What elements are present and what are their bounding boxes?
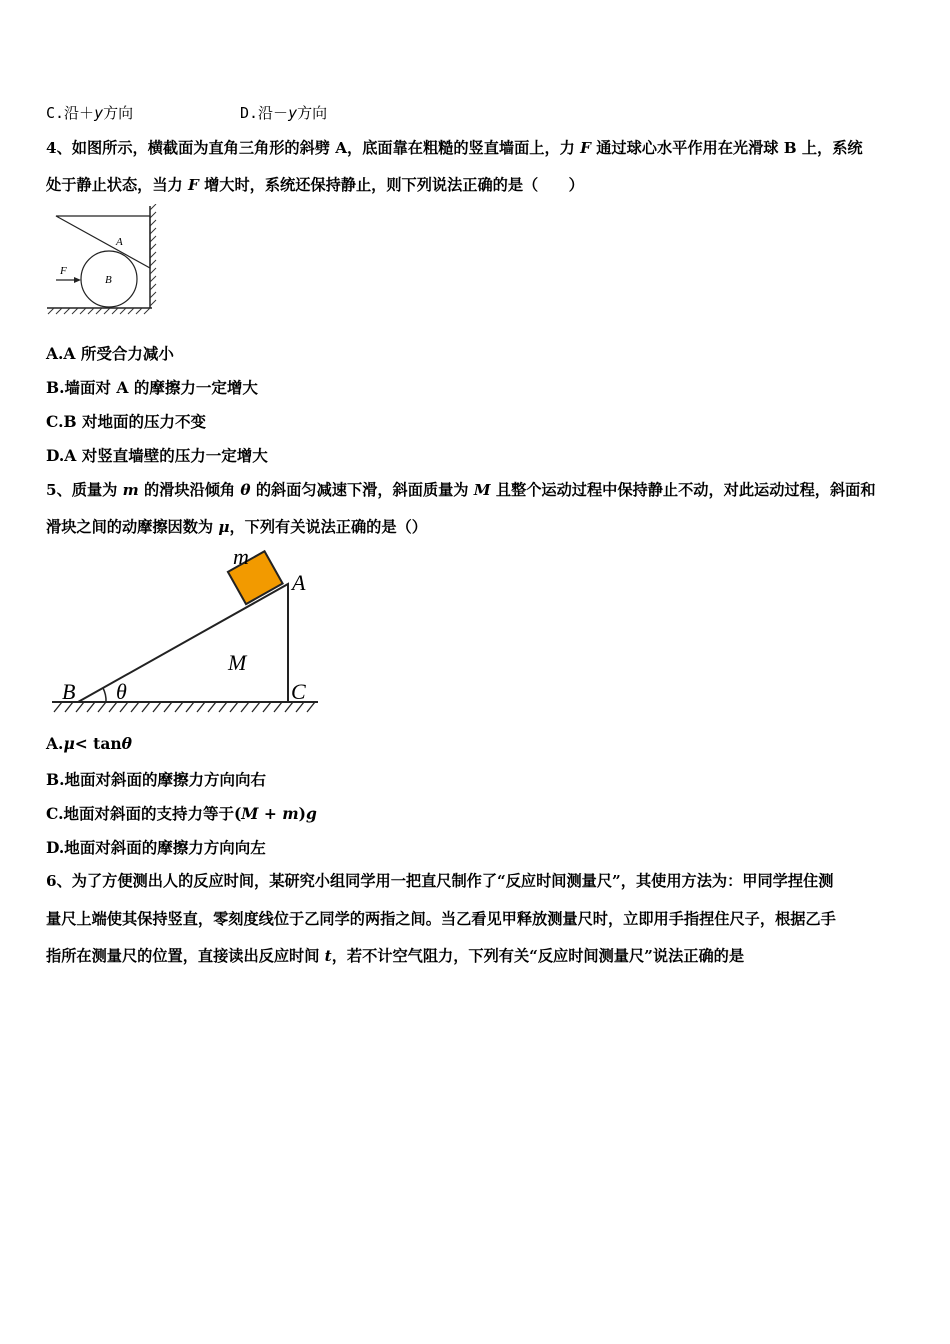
q5-option-a-theta: θ bbox=[121, 734, 132, 753]
q4-figure bbox=[44, 204, 169, 316]
q5-angle-arc bbox=[103, 688, 106, 702]
q3-option-c bbox=[46, 102, 133, 123]
q5-option-b: B.地面对斜面的摩擦力方向向右 bbox=[46, 770, 266, 789]
q5-stem-line2 bbox=[46, 516, 427, 537]
q4-force-symbol: F bbox=[580, 139, 591, 157]
q3-option-c-var: y bbox=[94, 104, 104, 122]
q5-stem-text: ，下列有关说法正确的是（） bbox=[229, 518, 427, 536]
q5-label-a: A bbox=[292, 570, 306, 595]
q5-label-c: C bbox=[291, 679, 306, 704]
q4-force-arrowhead bbox=[74, 277, 81, 283]
q4-option-a: A.A 所受合力减小 bbox=[46, 344, 174, 363]
q4-label-f: F bbox=[60, 265, 67, 277]
q6-stem-line3 bbox=[46, 945, 744, 966]
q3-option-c-suffix: 方向 bbox=[103, 104, 134, 122]
q5-option-c bbox=[46, 802, 317, 824]
q5-mass-m: m bbox=[122, 481, 139, 499]
q6-stem-text: ，若不计空气阻力，下列有关“反应时间测量尺”说法正确的是 bbox=[331, 947, 745, 965]
q4-label-a: A bbox=[116, 236, 123, 248]
q5-label-m: m bbox=[233, 546, 249, 569]
q4-force-symbol: F bbox=[187, 176, 199, 194]
q5-option-a-rest: < tan bbox=[74, 734, 122, 753]
q5-option-a-mu: μ bbox=[63, 734, 75, 753]
q5-stem-text: 且整个运动过程中保持静止不动，对此运动过程，斜面和 bbox=[490, 481, 876, 499]
q4-label-b: B bbox=[105, 274, 112, 286]
q5-mu: μ bbox=[218, 518, 230, 536]
q3-option-c-prefix: C.沿＋ bbox=[46, 104, 95, 122]
q5-angle-theta: θ bbox=[240, 481, 251, 499]
q5-option-a bbox=[46, 734, 132, 753]
q5-stem-text: 5、质量为 bbox=[46, 481, 123, 499]
q4-stem-text: 通过球心水平作用在光滑球 B 上，系统 bbox=[590, 139, 863, 157]
q5-stem-text: 滑块之间的动摩擦因数为 bbox=[46, 518, 219, 536]
q6-stem-line1: 6、为了方便测出人的反应时间，某研究小组同学用一把直尺制作了“反应时间测量尺”，其使用方法为：甲同学捏住测 bbox=[46, 872, 834, 890]
q5-option-c-g: g bbox=[306, 804, 317, 823]
q5-label-b: B bbox=[62, 679, 76, 704]
q6-time-t: t bbox=[324, 947, 332, 965]
q4-ground-hatching bbox=[48, 308, 150, 314]
q3-option-d-suffix: 方向 bbox=[297, 104, 328, 122]
q3-option-d-prefix: D.沿－ bbox=[240, 104, 289, 122]
q6-stem-line2: 量尺上端使其保持竖直，零刻度线位于乙同学的两指之间。当乙看见甲释放测量尺时，立即用手指捏住尺子，根据乙手 bbox=[46, 910, 836, 928]
q5-option-c-big-m: M bbox=[241, 804, 259, 823]
q4-stem-text: 增大时，系统还保持静止，则下列说法正确的是（ ） bbox=[198, 176, 584, 194]
q3-option-d-var: y bbox=[288, 104, 298, 122]
q5-stem-text: 的斜面匀减速下滑，斜面质量为 bbox=[250, 481, 474, 499]
q5-label-theta: θ bbox=[116, 679, 127, 704]
q4-option-c: C.B 对地面的压力不变 bbox=[46, 412, 206, 431]
q6-stem-text: 指所在测量尺的位置，直接读出反应时间 bbox=[46, 947, 325, 965]
q4-wedge-a bbox=[56, 216, 150, 268]
q5-label-big-m: M bbox=[228, 650, 247, 675]
q5-option-c-prefix: C.地面对斜面的支持力等于( bbox=[46, 804, 242, 823]
q5-figure bbox=[48, 546, 323, 716]
q4-wall-hatching bbox=[150, 204, 156, 306]
q5-option-d: D.地面对斜面的摩擦力方向向左 bbox=[46, 838, 266, 857]
q5-stem-line1 bbox=[46, 479, 876, 500]
q5-ground-hatching bbox=[54, 702, 315, 712]
q3-option-d bbox=[240, 102, 327, 123]
q5-incline-m bbox=[78, 584, 288, 702]
q5-option-c-m: m bbox=[282, 804, 299, 823]
q4-stem-text: 4、如图所示，横截面为直角三角形的斜劈 A，底面靠在粗糙的竖直墙面上，力 bbox=[46, 139, 581, 157]
q4-option-d: D.A 对竖直墙壁的压力一定增大 bbox=[46, 446, 268, 465]
q5-mass-big-m: M bbox=[473, 481, 491, 499]
q5-stem-text: 的滑块沿倾角 bbox=[138, 481, 241, 499]
q4-stem-line2 bbox=[46, 174, 584, 195]
q4-stem-line1 bbox=[46, 137, 863, 158]
q5-option-c-plus: + bbox=[258, 804, 283, 823]
q5-option-c-close: ) bbox=[298, 804, 306, 823]
q4-option-b: B.墙面对 A 的摩擦力一定增大 bbox=[46, 378, 258, 397]
q5-option-a-prefix: A. bbox=[46, 734, 64, 753]
q4-stem-text: 处于静止状态，当力 bbox=[46, 176, 188, 194]
